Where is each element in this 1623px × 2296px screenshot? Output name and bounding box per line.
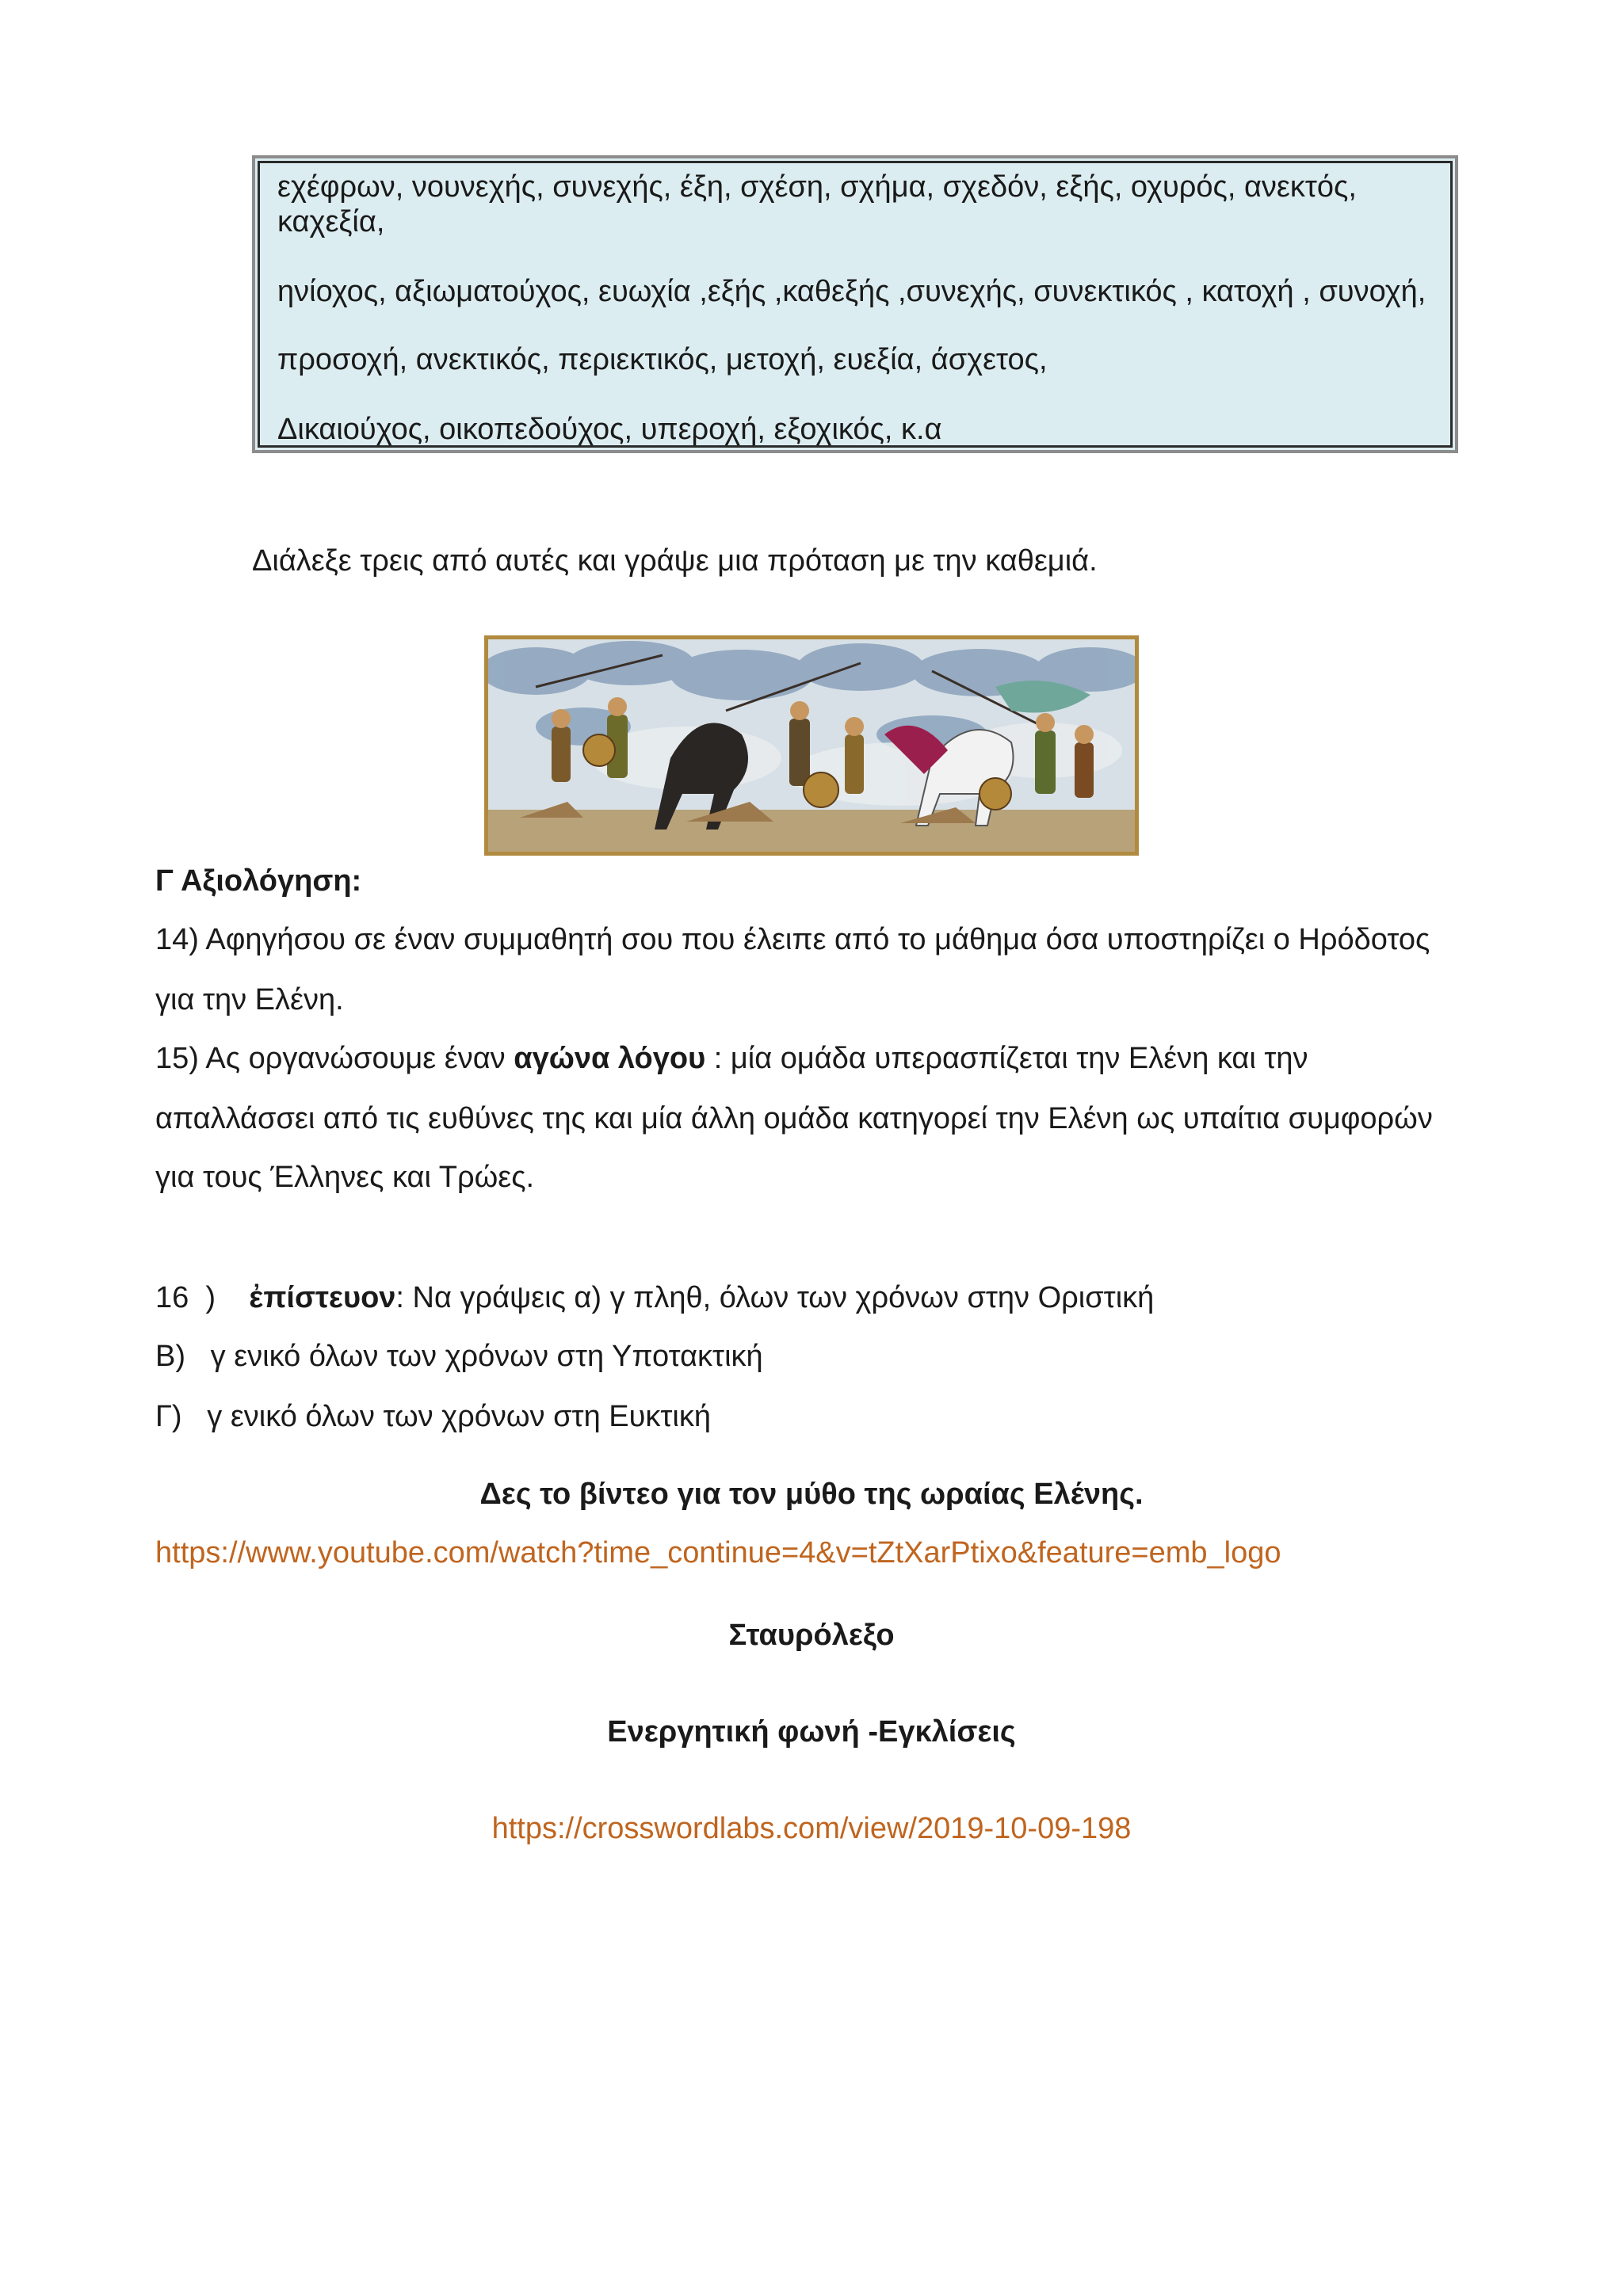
- question-16-prefix: 16 ): [155, 1281, 250, 1314]
- crossword-title: Σταυρόλεξο: [728, 1619, 895, 1652]
- question-15-line-1: [155, 1041, 1308, 1076]
- word-list-line-2: καχεξία,: [277, 205, 385, 238]
- video-title: Δες το βίντεο για τον μύθο της ωραίας Ελένης.: [479, 1478, 1144, 1511]
- question-15-line-3: για τους Έλληνες και Τρώες.: [155, 1161, 535, 1194]
- video-link[interactable]: https://www.youtube.com/watch?time_continue=4&v=tZtXarPtixo&feature=emb_logo: [155, 1536, 1281, 1569]
- section-title: Γ Αξιολόγηση:: [155, 864, 362, 898]
- question-15-line-2: απαλλάσσει από τις ευθύνες της και μία άλλη ομάδα κατηγορεί την Ελένη ως υπαίτια συμφορών: [155, 1102, 1433, 1135]
- question-14-line-2: για την Ελένη.: [155, 983, 344, 1016]
- instruction-text: Διάλεξε τρεις από αυτές και γράψε μια πρόταση με την καθεμιά.: [252, 544, 1098, 578]
- question-15-suffix: : μία ομάδα υπερασπίζεται την Ελένη και την: [705, 1042, 1308, 1075]
- question-15-prefix: 15) Ας οργανώσουμε έναν: [155, 1042, 514, 1075]
- word-list-box: [252, 155, 1458, 453]
- question-16-bold-term: ἐπίστευον: [249, 1281, 396, 1314]
- word-list-line-3: ηνίοχος, αξιωματούχος, ευωχία ,εξής ,καθεξής ,συνεχής, συνεκτικός , κατοχή , συνοχή,: [277, 275, 1426, 308]
- word-list-line-4: προσοχή, ανεκτικός, περιεκτικός, μετοχή, ευεξία, άσχετος,: [277, 343, 1048, 376]
- question-16-line-3: Γ) γ ενικό όλων των χρόνων στη Ευκτική: [155, 1400, 711, 1433]
- word-list-line-1: εχέφρων, νουνεχής, συνεχής, έξη, σχέση, σχήμα, σχεδόν, εξής, οχυρός, ανεκτός,: [277, 170, 1357, 204]
- crossword-link[interactable]: https://crosswordlabs.com/view/2019-10-09-198: [491, 1812, 1132, 1845]
- word-list-line-5: Δικαιούχος, οικοπεδούχος, υπεροχή, εξοχικός, κ.α: [277, 413, 942, 446]
- question-16-suffix: : Να γράψεις α) γ πληθ, όλων των χρόνων στην Οριστική: [395, 1281, 1155, 1314]
- battle-painting-image: [484, 635, 1139, 856]
- crossword-subtitle: Ενεργητική φωνή -Εγκλίσεις: [607, 1715, 1016, 1749]
- question-14-line-1: 14) Αφηγήσου σε έναν συμμαθητή σου που έλειπε από το μάθημα όσα υποστηρίζει ο Ηρόδοτος: [155, 923, 1430, 956]
- question-16-line-1: [155, 1280, 1154, 1315]
- question-15-bold-term: αγώνα λόγου: [514, 1042, 706, 1075]
- question-16-line-2: Β) γ ενικό όλων των χρόνων στη Υποτακτική: [155, 1340, 763, 1373]
